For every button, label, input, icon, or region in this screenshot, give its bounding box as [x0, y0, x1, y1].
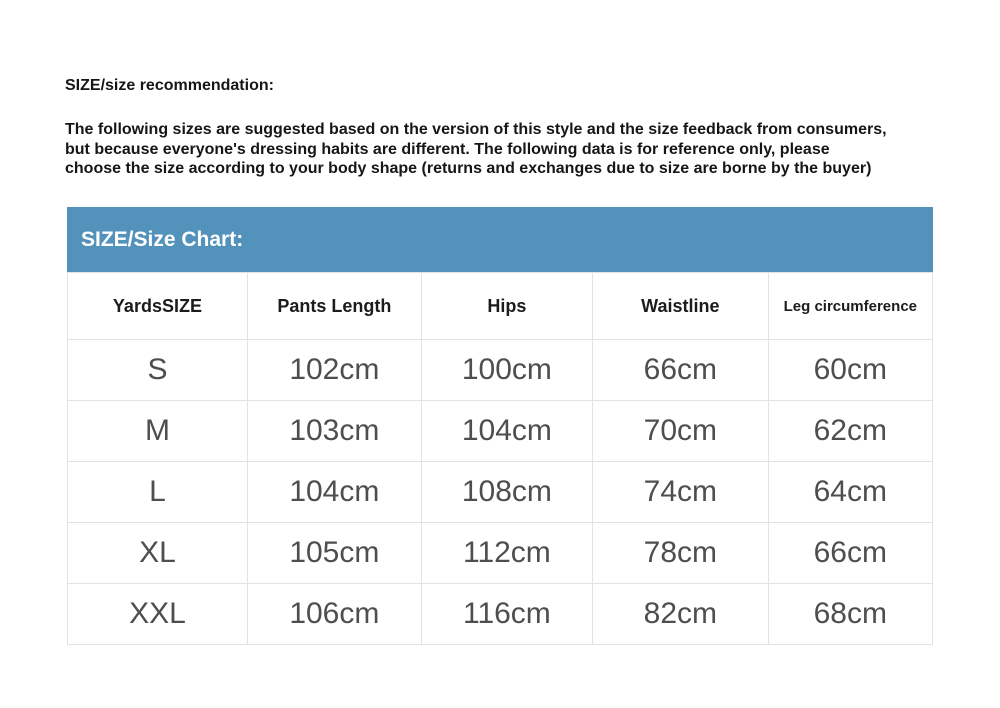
value-cell: 66cm [593, 340, 769, 401]
column-header-pants-length: Pants Length [247, 273, 421, 340]
recommendation-line-2: but because everyone's dressing habits are different. The following data is for reference only, please [65, 140, 830, 158]
value-cell: 104cm [247, 462, 421, 523]
value-cell: 105cm [247, 523, 421, 584]
value-cell: 100cm [421, 340, 592, 401]
value-cell: 74cm [593, 462, 769, 523]
value-cell: 106cm [247, 584, 421, 645]
value-cell: 82cm [593, 584, 769, 645]
recommendation-text [65, 120, 950, 179]
column-header-leg-circumference: Leg circumference [768, 273, 932, 340]
size-table-header-row [68, 273, 933, 340]
size-cell: XL [68, 523, 248, 584]
value-cell: 70cm [593, 401, 769, 462]
size-cell: L [68, 462, 248, 523]
value-cell: 60cm [768, 340, 932, 401]
table-row-s [68, 340, 933, 401]
column-header-size: YardsSIZE [68, 273, 248, 340]
value-cell: 68cm [768, 584, 932, 645]
value-cell: 66cm [768, 523, 932, 584]
size-chart-section [67, 207, 933, 645]
value-cell: 64cm [768, 462, 932, 523]
size-cell: M [68, 401, 248, 462]
value-cell: 108cm [421, 462, 592, 523]
value-cell: 62cm [768, 401, 932, 462]
size-table [67, 272, 933, 645]
size-chart-title-bar [67, 207, 933, 272]
value-cell: 112cm [421, 523, 592, 584]
table-row-l [68, 462, 933, 523]
size-cell: S [68, 340, 248, 401]
recommendation-heading: SIZE/size recommendation: [65, 77, 274, 94]
column-header-hips: Hips [421, 273, 592, 340]
value-cell: 103cm [247, 401, 421, 462]
recommendation-line-3: choose the size according to your body shape (returns and exchanges due to size are borne by the buyer) [65, 160, 872, 177]
recommendation-line-1: The following sizes are suggested based on the version of this style and the size feedback from consumers, [65, 121, 887, 138]
size-chart-title: SIZE/Size Chart: [81, 227, 244, 251]
column-header-waistline: Waistline [593, 273, 769, 340]
value-cell: 102cm [247, 340, 421, 401]
value-cell: 78cm [593, 523, 769, 584]
table-row-xl [68, 523, 933, 584]
value-cell: 104cm [421, 401, 592, 462]
table-row-xxl [68, 584, 933, 645]
size-cell: XXL [68, 584, 248, 645]
table-row-m [68, 401, 933, 462]
value-cell: 116cm [421, 584, 592, 645]
